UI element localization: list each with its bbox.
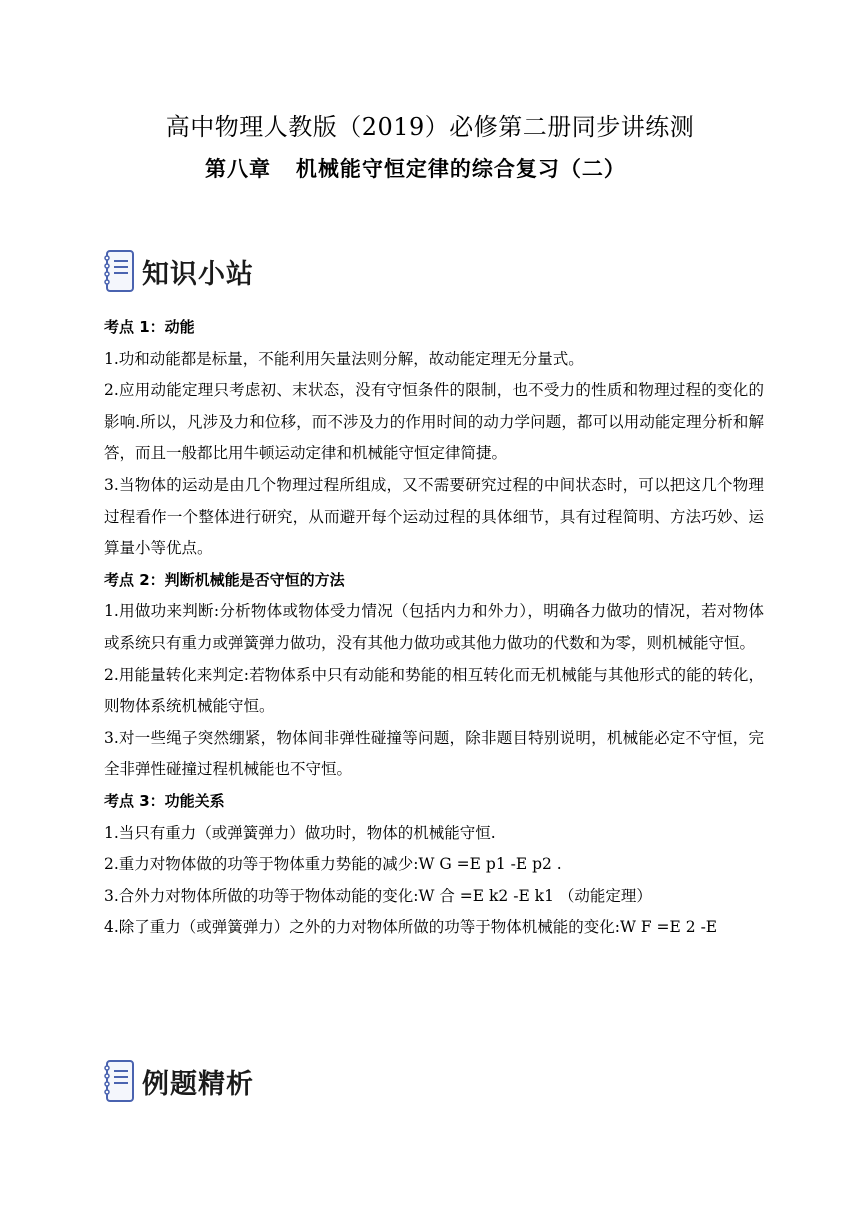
kp3-paragraph-4: 4.除了重力（或弹簧弹力）之外的力对物体所做的功等于物体机械能的变化:W F =E 2 -E — [104, 918, 718, 937]
kp1-paragraph-3: 3.当物体的运动是由几个物理过程所组成，又不需要研究过程的中间状态时，可以把这几个物理过程看作一个整体进行研究，从而避开每个运动过程的具体细节，具有过程简明、方法巧妙、运算量小等优点。 — [104, 475, 764, 558]
kp1-heading: 考点 1：动能 — [104, 318, 195, 336]
notebook-icon — [104, 249, 136, 293]
kp3-paragraph-3: 3.合外力对物体所做的功等于物体动能的变化:W 合 =E k2 -E k1 （动能定理） — [104, 886, 652, 905]
kp2-paragraph-2: 2.用能量转化来判定:若物体系中只有动能和势能的相互转化而无机械能与其他形式的能的转化，则物体系统机械能守恒。 — [104, 665, 764, 716]
chapter-subtitle: 第八章 机械能守恒定律的综合复习（二） — [205, 157, 626, 181]
kp1-paragraph-2: 2.应用动能定理只考虑初、末状态，没有守恒条件的限制，也不受力的性质和物理过程的变化的影响.所以，凡涉及力和位移，而不涉及力的作用时间的动力学问题，都可以用动能定理分析和解答，而且一般都比用牛顿运动定律和机械能守恒定律简捷。 — [104, 381, 764, 463]
section-heading-examples — [104, 1057, 254, 1105]
kp3-paragraph-1: 1.当只有重力（或弹簧弹力）做功时，物体的机械能守恒. — [104, 823, 496, 842]
kp3-heading: 考点 3：功能关系 — [104, 791, 225, 810]
kp2-paragraph-1: 1.用做功来判断:分析物体或物体受力情况（包括内力和外力），明确各力做功的情况，若对物体或系统只有重力或弹簧弹力做功，没有其他力做功或其他力做功的代数和为零，则机械能守恒。 — [104, 602, 764, 652]
document-title: 高中物理人教版（2019）必修第二册同步讲练测 — [165, 113, 695, 141]
kp1-paragraph-1: 1.功和动能都是标量，不能利用矢量法则分解，故动能定理无分量式。 — [104, 349, 584, 368]
kp2-paragraph-3: 3.对一些绳子突然绷紧，物体间非弹性碰撞等问题，除非题目特别说明，机械能必定不守恒，完全非弹性碰撞过程机械能也不守恒。 — [104, 728, 764, 779]
knowledge-content — [104, 312, 764, 944]
kp2-heading: 考点 2：判断机械能是否守恒的方法 — [104, 570, 345, 589]
section-heading-label: 例题精析 — [142, 1068, 254, 1100]
kp3-paragraph-2: 2.重力对物体做的功等于物体重力势能的减少:W G =E p1 -E p2 . — [104, 855, 562, 874]
section-heading-label: 知识小站 — [142, 258, 254, 290]
section-heading-knowledge — [104, 247, 254, 295]
notebook-icon — [104, 1059, 136, 1103]
